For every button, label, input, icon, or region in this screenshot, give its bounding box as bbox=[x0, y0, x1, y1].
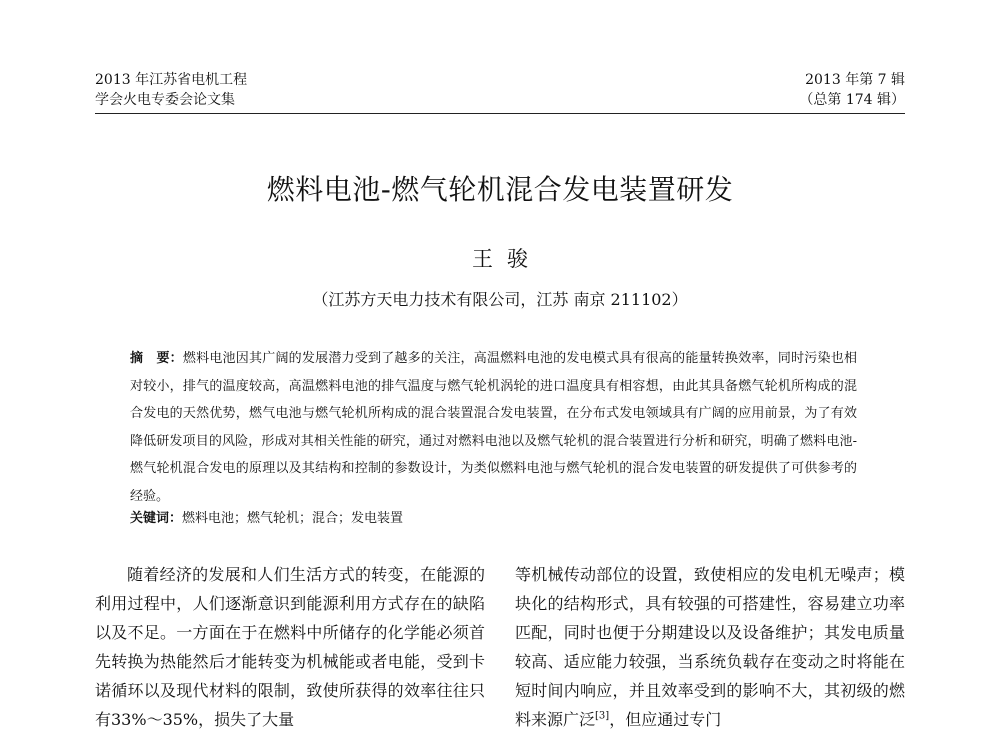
header-right-line2: （总第 174 辑） bbox=[799, 92, 905, 108]
keywords-text: 燃料电池；燃气轮机；混合；发电装置 bbox=[182, 511, 404, 526]
paper-title: 燃料电池-燃气轮机混合发电装置研发 bbox=[266, 173, 734, 206]
keywords bbox=[130, 507, 857, 531]
citation-ref: [3] bbox=[595, 710, 610, 722]
author-name: 王骏 bbox=[472, 247, 542, 271]
body-right-text: 等机械传动部位的设置，致使相应的发电机无噪声；模块化的结构形式，具有较强的可搭建性，容易建立功率匹配，同时也便于分期建设以及设备维护；其发电质量较高、适应能力较强，当系统负载存在变动之时将能在短时间内响应，并且效率受到的影响不大，其初级的燃料来源广泛 bbox=[515, 565, 905, 729]
header-divider bbox=[95, 113, 905, 114]
body-column-right bbox=[515, 560, 905, 734]
header-left-line1: 2013 年江苏省电机工程 bbox=[95, 72, 248, 88]
abstract-label: 摘 要： bbox=[130, 351, 183, 366]
header-left bbox=[95, 70, 247, 110]
author-affiliation: （江苏方天电力技术有限公司，江苏 南京 211102） bbox=[312, 290, 688, 309]
header-right bbox=[799, 70, 905, 110]
journal-header bbox=[95, 70, 905, 113]
body-column-left: 随着经济的发展和人们生活方式的转变，在能源的利用过程中，人们逐渐意识到能源利用方式存在的缺陷以及不足。一方面在于在燃料中所储存的化学能必须首先转换为热能然后才能转变为机械能或者电能，受到卡诺循环以及现代材料的限制，致使所获得的效率往往只有33%～35%，损失了大量 bbox=[95, 565, 485, 729]
keywords-label: 关键词： bbox=[130, 511, 183, 526]
header-right-line1: 2013 年第 7 辑 bbox=[805, 72, 905, 88]
body-right-text-tail: ，但应通过专门 bbox=[609, 710, 722, 729]
abstract bbox=[130, 345, 857, 510]
header-left-line2: 学会火电专委会论文集 bbox=[95, 92, 235, 108]
abstract-text: 燃料电池因其广阔的发展潜力受到了越多的关注，高温燃料电池的发电模式具有很高的能量转换效率，同时污染也相对较小，排气的温度较高，高温燃料电池的排气温度与燃气轮机涡轮的进口温度具有相容想，由此其具备燃气轮机所构成的混合发电的天然优势，燃气电池与燃气轮机所构成的混合装置混合发电装置，在分布式发电领域具有广阔的应用前景，为了有效降低研发项目的风险，形成对其相关性能的研究，通过对燃料电池以及燃气轮机的混合装置进行分析和研究，明确了燃料电池-燃气轮机混合发电的原理以及其结构和控制的参数设计，为类似燃料电池与燃气轮机的混合发电装置的研发提供了可供参考的经验。 bbox=[130, 351, 857, 504]
